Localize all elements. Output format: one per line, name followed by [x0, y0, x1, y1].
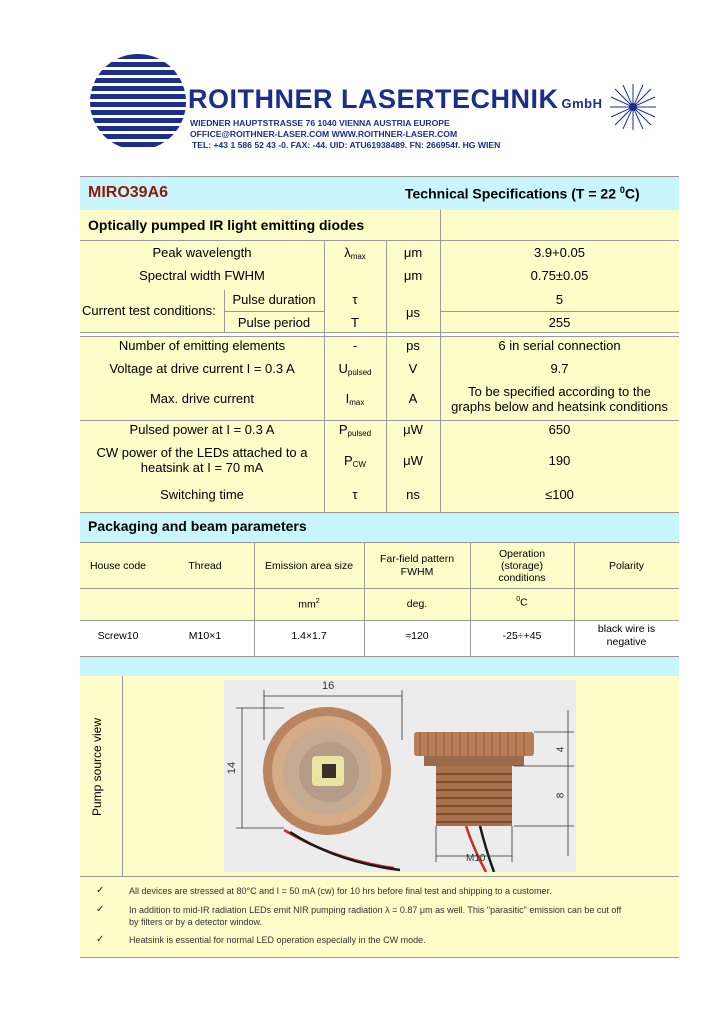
- cw-sub: CW: [352, 460, 366, 469]
- current-label: Current test conditions:: [82, 303, 216, 318]
- voltage-sub: pulsed: [347, 368, 372, 377]
- ppower-label: Pulsed power at I = 0.3 A: [129, 422, 275, 437]
- pack-h-operation: Operation (storage) conditions: [498, 548, 546, 584]
- pulse-period-sym: T: [351, 315, 359, 330]
- pack-polarity: black wire is negative: [597, 623, 656, 648]
- voltage-label: Voltage at drive current I = 0.3 A: [109, 361, 295, 376]
- company-name-text: ROITHNER LASERTECHNIK: [188, 84, 559, 114]
- pack-unit-mm-text: mm: [298, 598, 316, 611]
- emitting-label: Number of emitting elements: [118, 338, 286, 353]
- pack-unit-c-sup: 0: [516, 596, 521, 603]
- peak-value: 3.9+0.05: [534, 245, 585, 260]
- section2-title: Packaging and beam parameters: [88, 518, 307, 534]
- pack-thread: M10×1: [188, 630, 222, 642]
- company-name: [188, 84, 603, 115]
- cw-label-1: CW power of the LEDs attached to a: [96, 445, 308, 460]
- dim-bottom: M10: [466, 853, 486, 864]
- ppower-unit: μW: [403, 422, 423, 437]
- maxcur-sub: max: [349, 398, 365, 407]
- maxcur-label: Max. drive current: [149, 391, 255, 406]
- note-2a: In addition to mid-IR radiation LEDs emit NIR pumping radiation λ = 0.87 μm as well. This "parasitic" emission can be cut off: [129, 905, 622, 915]
- peak-sub: max: [350, 252, 366, 261]
- switch-unit: ns: [406, 487, 420, 502]
- cw-sym-text: P: [344, 453, 353, 468]
- cw-label-2: heatsink at I = 70 mA: [140, 460, 264, 475]
- note-check-2: ✓: [96, 904, 105, 915]
- peak-unit: μm: [403, 245, 423, 260]
- address-line-3: TEL: +43 1 586 52 43 -0. FAX: -44. UID: ATU61938489. FN: 266954f. HG WIEN: [192, 140, 501, 150]
- maxcur-unit: A: [408, 391, 418, 406]
- cw-sym: [324, 453, 386, 469]
- voltage-sym-text: U: [338, 361, 348, 376]
- pack-farfield: ≈120: [405, 630, 429, 642]
- pulse-duration-value: 5: [555, 292, 564, 307]
- fwhm-unit: μm: [403, 268, 423, 283]
- ppower-sym: [324, 422, 386, 438]
- spec-title-deg: 0: [619, 185, 625, 195]
- section1-title: Optically pumped IR light emitting diodes: [88, 217, 365, 233]
- pack-h-polarity: Polarity: [608, 560, 644, 572]
- dim-left: 14: [226, 761, 239, 775]
- maxcur-sym: [324, 391, 386, 407]
- cw-value: 190: [548, 453, 571, 468]
- pack-unit-mm-sup: 2: [315, 598, 320, 605]
- pack-h-thread: Thread: [188, 560, 222, 572]
- pack-unit-mm: [254, 598, 364, 611]
- peak-label: Peak wavelength: [152, 245, 252, 260]
- led-photo: [224, 680, 576, 872]
- pack-operation: -25÷+45: [502, 630, 542, 642]
- cw-unit: μW: [403, 453, 423, 468]
- current-unit: μs: [406, 305, 420, 320]
- dim-r1: 4: [555, 746, 567, 753]
- pulse-period-label: Pulse period: [237, 315, 311, 330]
- spec-title-text: Technical Specifications (T = 22: [405, 185, 616, 202]
- fwhm-value: 0.75±0.05: [530, 268, 589, 283]
- spec-title: [405, 185, 640, 202]
- pulse-duration-label: Pulse duration: [232, 292, 316, 307]
- ppower-sub: pulsed: [347, 429, 372, 438]
- voltage-unit: V: [408, 361, 418, 376]
- maxcur-value-1: To be specified according to the: [468, 384, 651, 399]
- switch-value: ≤100: [545, 487, 574, 502]
- note-3: Heatsink is essential for normal LED operation especially in the CW mode.: [129, 935, 426, 945]
- pack-unit-c: [470, 596, 574, 609]
- note-check-1: ✓: [96, 885, 105, 896]
- maxcur-sym-text: I: [345, 391, 350, 406]
- photo-top-bar: [80, 656, 679, 676]
- note-1: All devices are stressed at 80°C and I = 50 mA (cw) for 10 hrs before final test and shipping to a customer.: [129, 886, 552, 896]
- pack-unit-deg: deg.: [406, 598, 428, 610]
- peak-sym-text: λ: [344, 245, 351, 260]
- laser-star-icon: [610, 84, 656, 130]
- voltage-sym: [324, 361, 386, 377]
- pulse-period-value: 255: [548, 315, 571, 330]
- fwhm-label: Spectral width FWHM: [139, 268, 265, 283]
- peak-sym: [324, 245, 386, 261]
- pump-source-label: Pump source view: [90, 717, 104, 817]
- switch-sym: τ: [352, 487, 358, 502]
- pulse-duration-sym: τ: [352, 292, 358, 307]
- switch-label: Switching time: [160, 487, 244, 502]
- emitting-value: 6 in serial connection: [498, 338, 621, 353]
- model-title: MIRO39A6: [88, 184, 169, 201]
- ppower-sym-text: P: [338, 422, 348, 437]
- company-logo-icon: [88, 52, 188, 152]
- voltage-value: 9.7: [550, 361, 569, 376]
- address-line-2: OFFICE@ROITHNER-LASER.COM WWW.ROITHNER-LASER.COM: [190, 129, 458, 139]
- dim-top: 16: [322, 680, 335, 692]
- note-check-3: ✓: [96, 934, 105, 945]
- note-2b: by filters or by a detector window.: [129, 917, 263, 927]
- pack-house: Screw10: [97, 630, 139, 642]
- address-line-1: WIEDNER HAUPTSTRASSE 76 1040 VIENNA AUSTRIA EUROPE: [190, 118, 450, 128]
- emitting-unit: ps: [406, 338, 420, 353]
- pack-h-house: House code: [89, 560, 147, 572]
- ppower-value: 650: [548, 422, 571, 437]
- emitting-sym: -: [352, 338, 358, 353]
- spec-title-unit: C): [624, 185, 640, 202]
- pack-unit-c-text: C: [520, 596, 528, 609]
- maxcur-value-2: graphs below and heatsink conditions: [451, 399, 668, 414]
- pack-emission: 1.4×1.7: [291, 630, 327, 642]
- dim-r2: 8: [555, 792, 567, 799]
- pack-h-farfield: Far-field pattern FWHM: [379, 553, 455, 578]
- pack-h-emission: Emission area size: [264, 560, 354, 572]
- company-gmbh: GmbH: [561, 96, 603, 111]
